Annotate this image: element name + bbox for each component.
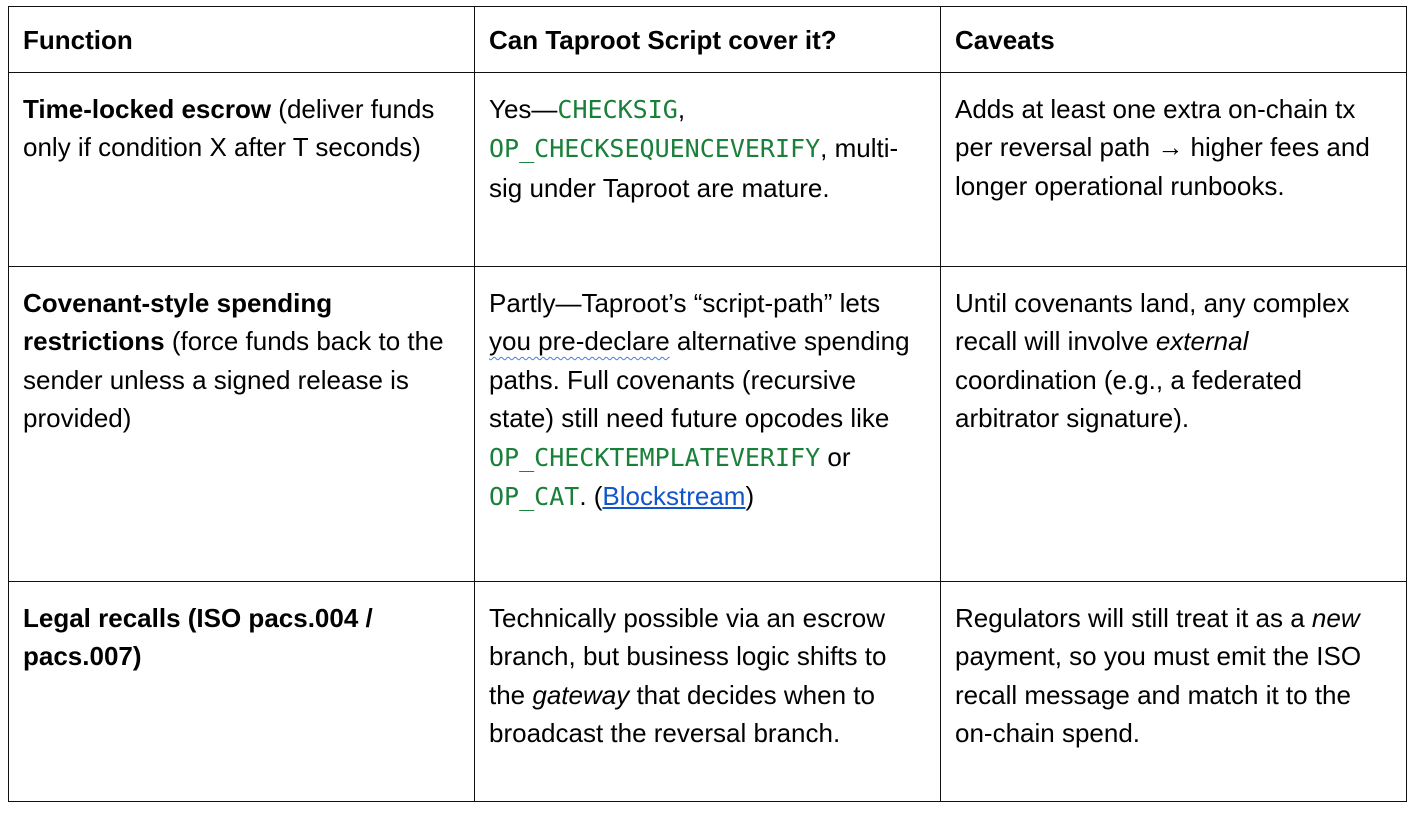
function-title: Covenant-style spending restrictions <box>23 287 333 356</box>
coverage-cell <box>475 72 941 266</box>
caveat-emphasis: external <box>1155 326 1249 356</box>
coverage-text: alternative spending paths. Full covenants (recursive state) still need future opcodes like <box>489 326 910 433</box>
caveat-cell <box>941 581 1407 801</box>
spellcheck-underline-text: you pre-declare <box>489 326 670 356</box>
coverage-text: Partly—Taproot’s “script-path” lets <box>489 287 881 318</box>
table-row <box>9 581 1407 801</box>
function-description: (deliver funds only if condition X after T seconds) <box>23 93 435 162</box>
coverage-cell <box>475 581 941 801</box>
table-row <box>9 266 1407 581</box>
coverage-text: Technically possible via an escrow branch, but business logic shifts to the <box>489 602 887 710</box>
function-cell <box>9 72 475 266</box>
code-op-checksequenceverify: OP_CHECKSEQUENCEVERIFY <box>489 134 821 163</box>
caveat-emphasis: new <box>1311 602 1360 633</box>
coverage-text: , <box>677 93 686 124</box>
coverage-text: . ( <box>579 481 603 511</box>
blockstream-link[interactable]: Blockstream <box>602 481 746 511</box>
coverage-text: ) <box>745 481 755 511</box>
function-title: Time-locked escrow <box>23 93 272 124</box>
coverage-text: that decides when to broadcast the reversal branch. <box>489 679 875 748</box>
comparison-table <box>8 6 1407 802</box>
table-row <box>9 72 1407 266</box>
header-function: Function <box>9 7 475 73</box>
header-caveats: Caveats <box>941 7 1407 73</box>
code-op-checktemplateverify: OP_CHECKTEMPLATEVERIFY <box>489 442 821 472</box>
function-description: (force funds back to the sender unless a signed release is provided) <box>23 326 444 433</box>
code-checksig: CHECKSIG <box>557 94 678 124</box>
coverage-text: , multi-sig under Taproot are mature. <box>489 133 899 203</box>
code-op-cat: OP_CAT <box>489 482 580 511</box>
coverage-text: or <box>820 441 851 472</box>
coverage-emphasis: gateway <box>532 679 630 710</box>
function-cell <box>9 581 475 801</box>
function-title: Legal recalls (ISO pacs.004 / pacs.007) <box>23 602 373 671</box>
caveat-text: coordination (e.g., a federated arbitrator signature). <box>955 364 1302 433</box>
header-row <box>9 7 1407 73</box>
caveat-cell <box>941 266 1407 581</box>
coverage-cell <box>475 266 941 581</box>
header-coverage: Can Taproot Script cover it? <box>475 7 941 73</box>
caveat-text: payment, so you must emit the ISO recall message and match it to the on-chain spend. <box>955 641 1362 748</box>
caveat-text: Regulators will still treat it as a <box>955 602 1312 633</box>
coverage-text: Yes— <box>489 93 558 124</box>
function-cell <box>9 266 475 581</box>
caveat-text: Adds at least one extra on-chain tx per reversal path → higher fees and longer operational runbooks. <box>955 93 1370 201</box>
caveat-text: Until covenants land, any complex recall will involve <box>955 287 1350 356</box>
caveat-cell <box>941 72 1407 266</box>
